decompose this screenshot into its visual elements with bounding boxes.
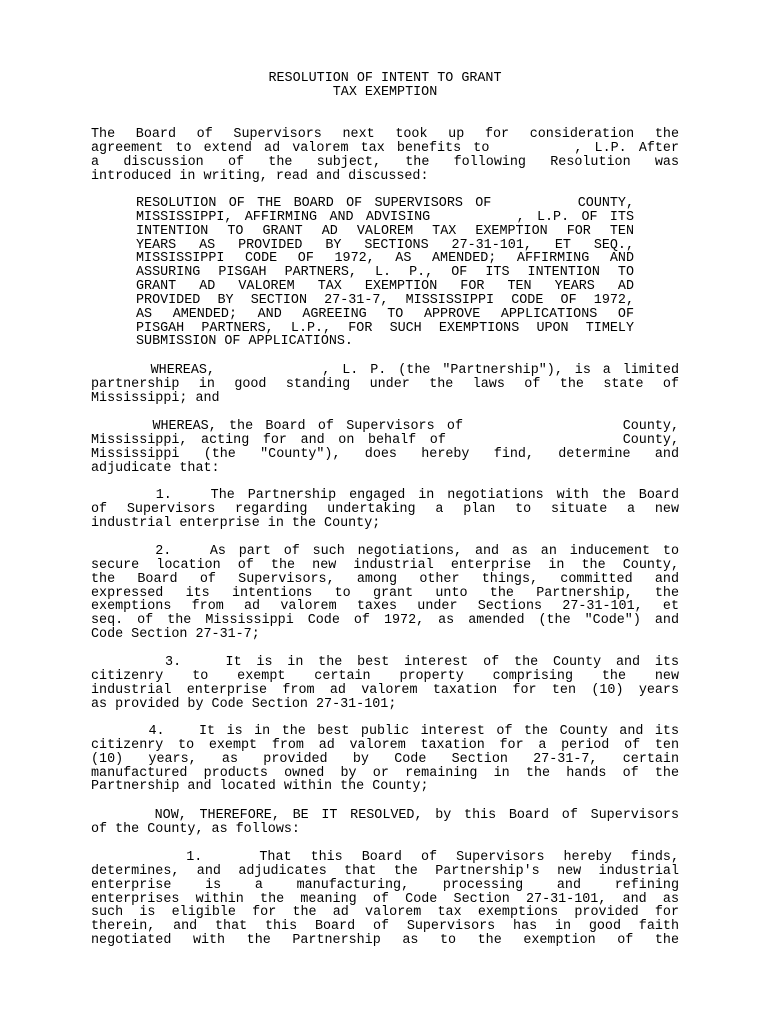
text-line: WHEREAS, the Board of Supervisors of County,: [91, 419, 679, 434]
resolution-caption: [136, 197, 634, 349]
text-line: enterprises within the meaning of Code Section 27-31-101, and as: [91, 891, 679, 907]
text-line: MISSISSIPPI, AFFIRMING AND ADVISING , L.P. OF ITS: [136, 209, 634, 225]
text-line: NOW, THEREFORE, BE IT RESOLVED, by this Board of Supervisors: [91, 808, 679, 823]
text-line: partnership in good standing under the laws of the state of: [91, 376, 679, 392]
text-line: citizenry to exempt from ad valorem taxation for a period of ten: [91, 737, 679, 753]
text-line: as provided by Code Section 27-31-101;: [91, 696, 397, 712]
text-line: (10) years, as provided by Code Section 27-31-7, certain: [91, 751, 679, 767]
paragraph-finding-4: [91, 725, 679, 794]
text-line: MISSISSIPPI CODE OF 1972, AS AMENDED; AFFIRMING AND: [136, 251, 634, 267]
text-line: of the County, as follows:: [91, 821, 300, 837]
text-line: YEARS AS PROVIDED BY SECTIONS 27-31-101, ET SEQ.,: [136, 237, 634, 253]
text-line: Mississippi, acting for and on behalf of County,: [91, 432, 679, 448]
text-line: a discussion of the subject, the following Resolution was: [91, 154, 679, 170]
document-title: [91, 72, 679, 100]
text-line: citizenry to exempt certain property comprising the new: [91, 668, 679, 684]
text-line: determines, and adjudicates that the Partnership's new industrial: [91, 863, 679, 879]
text-line: Code Section 27-31-7;: [91, 627, 260, 643]
text-line: secure location of the new industrial enterprise in the County,: [91, 557, 679, 573]
text-line: negotiated with the Partnership as to the exemption of the: [91, 933, 679, 949]
text-line: SUBMISSION OF APPLICATIONS.: [136, 334, 353, 350]
text-line: GRANT AD VALOREM TAX EXEMPTION FOR TEN YEARS AD: [136, 279, 634, 295]
text-line: 1. The Partnership engaged in negotiations with the Board: [91, 488, 679, 503]
text-line: introduced in writing, read and discussed:: [91, 168, 429, 184]
text-line: the Board of Supervisors, among other things, committed and: [91, 571, 679, 587]
text-line: expressed its intentions to grant unto the Partnership, the: [91, 585, 679, 601]
paragraph-finding-3: [91, 656, 679, 711]
text-line: exemptions from ad valorem taxes under Sections 27-31-101, et: [91, 599, 679, 615]
text-line: enterprise is a manufacturing, processing and refining: [91, 877, 679, 893]
text-line: INTENTION TO GRANT AD VALOREM TAX EXEMPTION FOR TEN: [136, 223, 634, 239]
text-line: industrial enterprise from ad valorem taxation for ten (10) years: [91, 682, 679, 698]
text-line: Mississippi (the "County"), does hereby find, determine and: [91, 446, 679, 462]
text-line: 2. As part of such negotiations, and as an inducement to: [91, 544, 679, 559]
title-line: RESOLUTION OF INTENT TO GRANT: [268, 71, 502, 86]
text-line: manufactured products owned by or remaining in the hands of the: [91, 765, 679, 781]
paragraph-resolution-1: [91, 851, 679, 948]
text-line: seq. of the Mississippi Code of 1972, as amended (the "Code") and: [91, 613, 679, 629]
text-line: adjudicate that:: [91, 460, 220, 476]
text-line: WHEREAS, , L. P. (the "Partnership"), is a limited: [91, 363, 679, 378]
paragraph-whereas-partnership: [91, 364, 679, 406]
paragraph-intro: [91, 128, 679, 183]
text-line: industrial enterprise in the County;: [91, 515, 381, 531]
text-line: 4. It is in the best public interest of the County and its: [91, 724, 679, 739]
text-line: PROVIDED BY SECTION 27-31-7, MISSISSIPPI CODE OF 1972,: [136, 292, 634, 308]
text-line: agreement to extend ad valorem tax benefits to , L.P. After: [91, 140, 679, 156]
text-line: PISGAH PARTNERS, L.P., FOR SUCH EXEMPTIONS UPON TIMELY: [136, 320, 634, 336]
text-line: ASSURING PISGAH PARTNERS, L. P., OF ITS INTENTION TO: [136, 265, 634, 281]
title-line: TAX EXEMPTION: [332, 84, 438, 100]
text-line: Mississippi; and: [91, 390, 220, 406]
text-line: AS AMENDED; AND AGREEING TO APPROVE APPLICATIONS OF: [136, 306, 634, 322]
paragraph-finding-1: [91, 489, 679, 531]
text-line: 3. It is in the best interest of the County and its: [91, 655, 679, 670]
paragraph-resolved: [91, 809, 679, 837]
text-line: of Supervisors regarding undertaking a plan to situate a new: [91, 501, 679, 517]
text-line: Partnership and located within the County;: [91, 779, 429, 795]
paragraph-whereas-board: [91, 420, 679, 475]
text-line: The Board of Supervisors next took up for consideration the: [91, 127, 679, 142]
text-line: 1. That this Board of Supervisors hereby finds,: [91, 850, 679, 865]
text-line: such is eligible for the ad valorem tax exemptions provided for: [91, 905, 679, 921]
text-line: RESOLUTION OF THE BOARD OF SUPERVISORS OF COUNTY,: [136, 196, 634, 211]
paragraph-finding-2: [91, 545, 679, 642]
text-line: therein, and that this Board of Supervisors has in good faith: [91, 919, 679, 935]
